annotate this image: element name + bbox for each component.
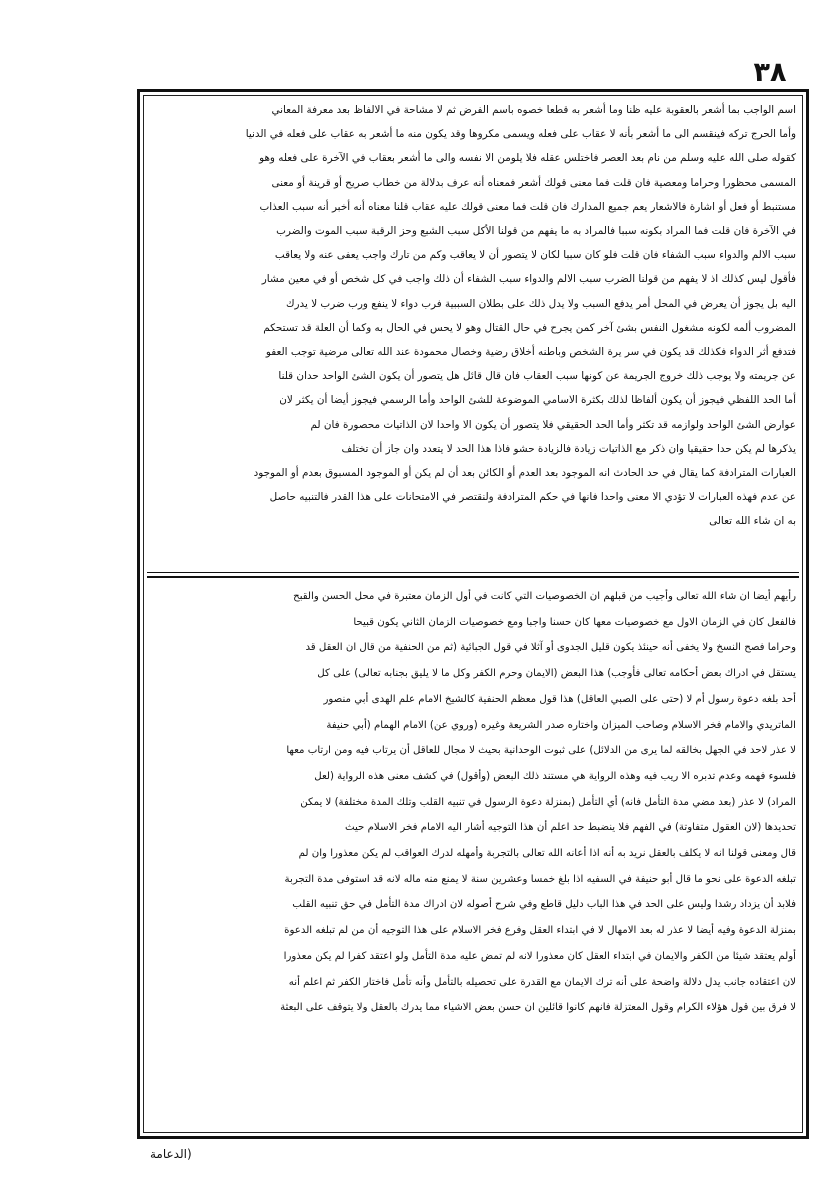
text-line: اليه بل يجوز أن يعرض في المحل أمر يدفع السبب ولا يدل ذلك على بطلان السببية فرب دواء لا ينفع ورب ضرب لا يدرك bbox=[285, 297, 796, 310]
text-line: في الآخرة فان قلت فما المراد بكونه سببا فالمراد به ما يفهم من قولنا الأكل سبب الشبع وحز الرقبة سبب الموت والضرب bbox=[276, 225, 796, 238]
text-line: يستقل في ادراك بعض أحكامه تعالى فأوجب) هذا البعض (الايمان وحرم الكفر وكل ما لا يليق بجنابه تعالى) على كل bbox=[317, 668, 796, 680]
text-line: العبارات المترادفة كما يقال في حد الحادث انه الموجود بعد العدم أو الكائن بعد أن لم يكن أو الموجود المسبوق بعدم أو الموجود bbox=[253, 467, 796, 480]
text-line: سبب الالم والدواء سبب الشفاء فان قلت فلو كان سببا لكان لا يتصور أن لا يعاقب وكم من تارك واجب يعفى عنه ولا يعاقب bbox=[274, 249, 796, 262]
text-line: رأيهم أيضا ان شاء الله تعالى وأجيب من قبلهم ان الخصوصيات التي كانت في أول الزمان معتبرة في محل الحسن والقبح bbox=[293, 591, 796, 602]
text-line: المسمى محظورا وحراما ومعصية فان قلت فما معنى قولك أشعر فمعناه أنه عرف بدلالة من خطاب صريح أو قرينة أو معنى bbox=[271, 176, 796, 189]
text-line: عن عدم فهذه العبارات لا تؤدي الا معنى واحدا فانها في حكم المترادفة ولنقتصر في الامتحانات على هذا القدر فالتنبيه حاصل bbox=[269, 491, 796, 504]
text-line: المضروب ألمه لكونه مشغول النفس بشئ آخر كمن يجرح في حال القتال وهو لا يحس في الحال به وكما أن العلة قد تستحكم bbox=[263, 321, 796, 334]
text-line: أحد بلغه دعوة رسول أم لا (حتى على الصبي العاقل) هذا قول معظم الحنفية كالشيخ الامام علم الهدى أبي منصور bbox=[323, 693, 796, 705]
text-line: تحديدها (لان العقول متفاوتة) في الفهم فلا ينضبط حد اعلم أن هذا التوجيه أشار اليه الامام فخر الاسلام حيث bbox=[344, 822, 796, 834]
text-line: المراد) لا عذر (بعد مضي مدة التأمل فانه) أي التأمل (بمنزلة دعوة الرسول في تنبيه القلب وتلك المدة مختلفة) لا يمكن bbox=[300, 796, 796, 808]
text-line: عن جريمته ولا يوجب ذلك خروج الجريمة عن كونها سبب العقاب فان قال قائل هل يتصور أن يكون الشئ الواحد حدان قلنا bbox=[278, 370, 796, 383]
main-text-block bbox=[150, 98, 796, 534]
text-line: وحراما فصح النسخ ولا يخفى أنه حينئذ يكون قليل الجدوى أو آثلا في قول الجبائية (ثم من الحنفية من قال ان العقل قد bbox=[305, 642, 796, 654]
text-line: فتدفع أثر الدواء فكذلك قد يكون في سر يرة الشخص وباطنه أخلاق رضية وخصال محمودة عند الله تعالى مرضية توجب العفو bbox=[265, 346, 796, 359]
catchword: (الدعامة bbox=[150, 1147, 192, 1161]
text-line: فلابد أن يزداد رشدا وليس على الحد في هذا الباب دليل قاطع وفي شرح أصوله لان ادراك مدة التأمل في حق تنبيه القلب bbox=[292, 899, 796, 911]
text-line: به ان شاء الله تعالى bbox=[709, 515, 796, 528]
text-line: بمنزلة الدعوة وفيه أيضا لا عذر له بعد الامهال لا في ابتداء العقل وفرع فخر الاسلام على هذا التوجيه أن من لم تبلغه الدعوة bbox=[284, 925, 796, 937]
text-line: لان اعتقاده جانب يدل دلالة واضحة على أنه ترك الايمان مع القدرة على تحصيله بالتأمل وأنه تأمل فاختار الكفر ثم اعلم أنه bbox=[288, 976, 796, 988]
section-divider bbox=[147, 572, 799, 573]
section-divider bbox=[147, 576, 799, 578]
text-line: فلسوء فهمه وعدم تدبره الا ريب فيه وهذه الرواية هي مستند ذلك البعض (وأقول) في كشف معنى هذه الرواية (لعل bbox=[314, 770, 796, 782]
text-line: الماتريدي والامام فخر الاسلام وصاحب الميزان واختاره صدر الشريعة وغيره (وروي عن) الامام الهمام (أبي حنيفة bbox=[326, 719, 796, 731]
text-line: فالفعل كان في الزمان الاول مع خصوصيات معها كان حسنا واجبا ومع خصوصيات الزمان الثاني يكون قبيحا bbox=[353, 616, 796, 628]
text-line: فأقول ليس كذلك اذ لا يفهم من قولنا الضرب سبب الالم والدواء سبب الشفاء أن ذلك واجب في كل شخص أو في معين مشار bbox=[261, 273, 796, 286]
commentary-text-block bbox=[150, 584, 796, 1021]
text-line: لا فرق بين قول هؤلاء الكرام وقول المعتزلة فانهم كانوا قائلين ان حسن بعض الاشياء مما يدرك بالعقل ولا يتوقف على البعثة bbox=[280, 1002, 796, 1014]
text-line: أولم يعتقد شيئا من الكفر والايمان في ابتداء العقل كان معذورا لانه لم تمض عليه مدة التأمل ولو اعتقد كفرا لم يكن معذورا bbox=[283, 950, 796, 962]
text-line: اسم الواجب بما أشعر بالعقوبة عليه ظنا وما أشعر به قطعا خصوه باسم الفرض ثم لا مشاحة في الالفاظ بعد معرفة المعاني bbox=[271, 104, 796, 116]
text-line: وأما الحرج تركه فينقسم الى ما أشعر بأنه لا عقاب على فعله ويسمى مكروها وقد يكون منه ما أشعر به عقاب على فعله في الدنيا bbox=[245, 128, 796, 141]
text-line: كقوله صلى الله عليه وسلم من نام بعد العصر فاختلس عقله فلا يلومن الا نفسه والى ما أشعر بعقاب في الآخرة على فعله وهو bbox=[259, 152, 796, 165]
text-line: مستنبط أو فعل أو اشارة فالاشعار يعم جميع المدارك فان قلت فما معنى قولك عليه عقاب قلنا معناه أنه أخبر أنه سبب العذاب bbox=[259, 200, 796, 213]
text-line: لا عذر لاحد في الجهل بخالقه لما يرى من الدلائل) على ثبوت الوحدانية بحيث لا مجال للعاقل أن يرتاب فيه ومن ارتاب معها bbox=[286, 745, 796, 757]
text-line: عوارض الشئ الواحد ولوازمه قد تكثر وأما الحد الحقيقي فلا يتصور أن يكون الا واحدا لان الذاتيات محصورة فان لم bbox=[310, 418, 796, 431]
text-line: أما الحد اللفظي فيجوز أن يكون ألفاظا لذلك بكثرة الاسامي الموضوعة للشئ الواحد وأما الرسمي فيجوز أيضا أن يكثر لان bbox=[279, 394, 796, 407]
page-number: ٣٨ bbox=[753, 57, 787, 88]
text-line: يذكرها لم يكن حدا حقيقيا وان ذكر مع الذاتيات زيادة فالزيادة حشو فاذا هذا الحد لا يتعدد وان جاز أن تختلف bbox=[341, 442, 796, 455]
text-line: قال ومعنى قولنا انه لا يكلف بالعقل نريد به أنه اذا أعانه الله تعالى بالتجربة وأمهله لدرك العواقب لم يكن معذورا وان لم bbox=[298, 848, 796, 860]
text-line: تبلغه الدعوة على نحو ما قال أبو حنيفة في السفيه اذا بلغ خمسا وعشرين سنة لا يمنع منه ماله لانه قد استوفى مدة التجربة bbox=[284, 873, 796, 885]
